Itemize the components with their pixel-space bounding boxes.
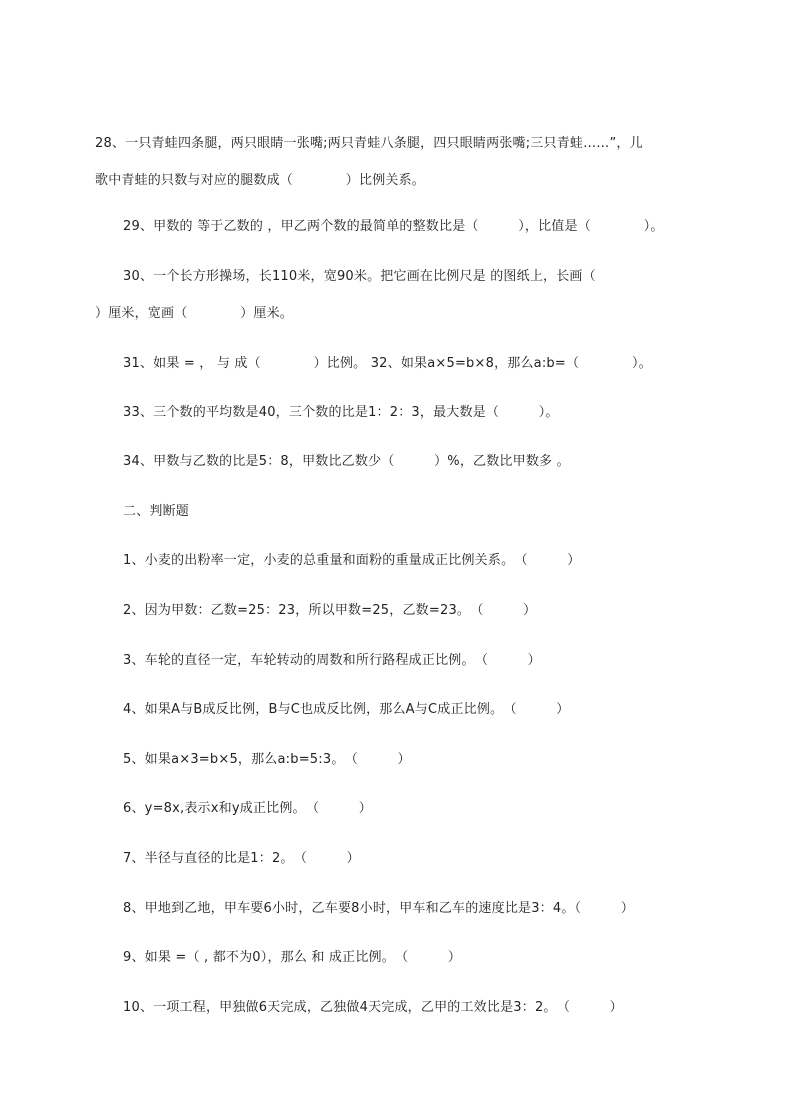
question-29: 29、甲数的 等于乙数的 ，甲乙两个数的最简单的整数比是（ ），比值是（ ）。 [123, 219, 664, 234]
question-33: 33、三个数的平均数是40，三个数的比是1：2：3，最大数是（ ）。 [123, 405, 559, 420]
judgment-1: 1、小麦的出粉率一定，小麦的总重量和面粉的重量成正比例关系。 （ ） [123, 553, 581, 568]
judgment-9: 9、如果 =（ , 都不为0），那么 和 成正比例。 （ ） [123, 950, 462, 965]
judgment-8: 8、甲地到乙地，甲车要6小时，乙车要8小时，甲车和乙车的速度比是3：4。（ ） [123, 901, 635, 916]
question-30-line-2: ）厘米，宽画（ ）厘米。 [95, 306, 294, 321]
judgment-3: 3、车轮的直径一定，车轮转动的周数和所行路程成正比例。 （ ） [123, 653, 541, 668]
judgment-2: 2、因为甲数：乙数=25：23，所以甲数=25，乙数=23。 （ ） [123, 603, 537, 618]
question-31-32: 31、如果 = ， 与 成（ ）比例。 32、如果a×5=b×8，那么a:b=（ ）。 [123, 356, 652, 371]
judgment-5: 5、如果a×3=b×5，那么a:b=5:3。 （ ） [123, 752, 411, 767]
question-28-line-1: 28、一只青蛙四条腿，两只眼睛一张嘴;两只青蛙八条腿，四只眼睛两张嘴;三只青蛙……”，儿 [95, 136, 643, 151]
judgment-6: 6、y=8x,表示x和y成正比例。 （ ） [123, 801, 372, 816]
judgment-10: 10、一项工程，甲独做6天完成，乙独做4天完成，乙甲的工效比是3：2。 （ ） [123, 1000, 623, 1015]
section-title: 二、判断题 [123, 504, 190, 519]
question-34: 34、甲数与乙数的比是5：8，甲数比乙数少（ ）%，乙数比甲数多 。 [123, 454, 570, 469]
question-30-line-1: 30、一个长方形操场，长110米，宽90米。把它画在比例尺是 的图纸上，长画（ [123, 269, 596, 284]
judgment-7: 7、半径与直径的比是1：2。 （ ） [123, 851, 360, 866]
question-28-line-2: 歌中青蛙的只数与对应的腿数成（ ）比例关系。 [95, 173, 426, 188]
judgment-4: 4、如果A与B成反比例，B与C也成反比例，那么A与C成正比例。 （ ） [123, 702, 570, 717]
